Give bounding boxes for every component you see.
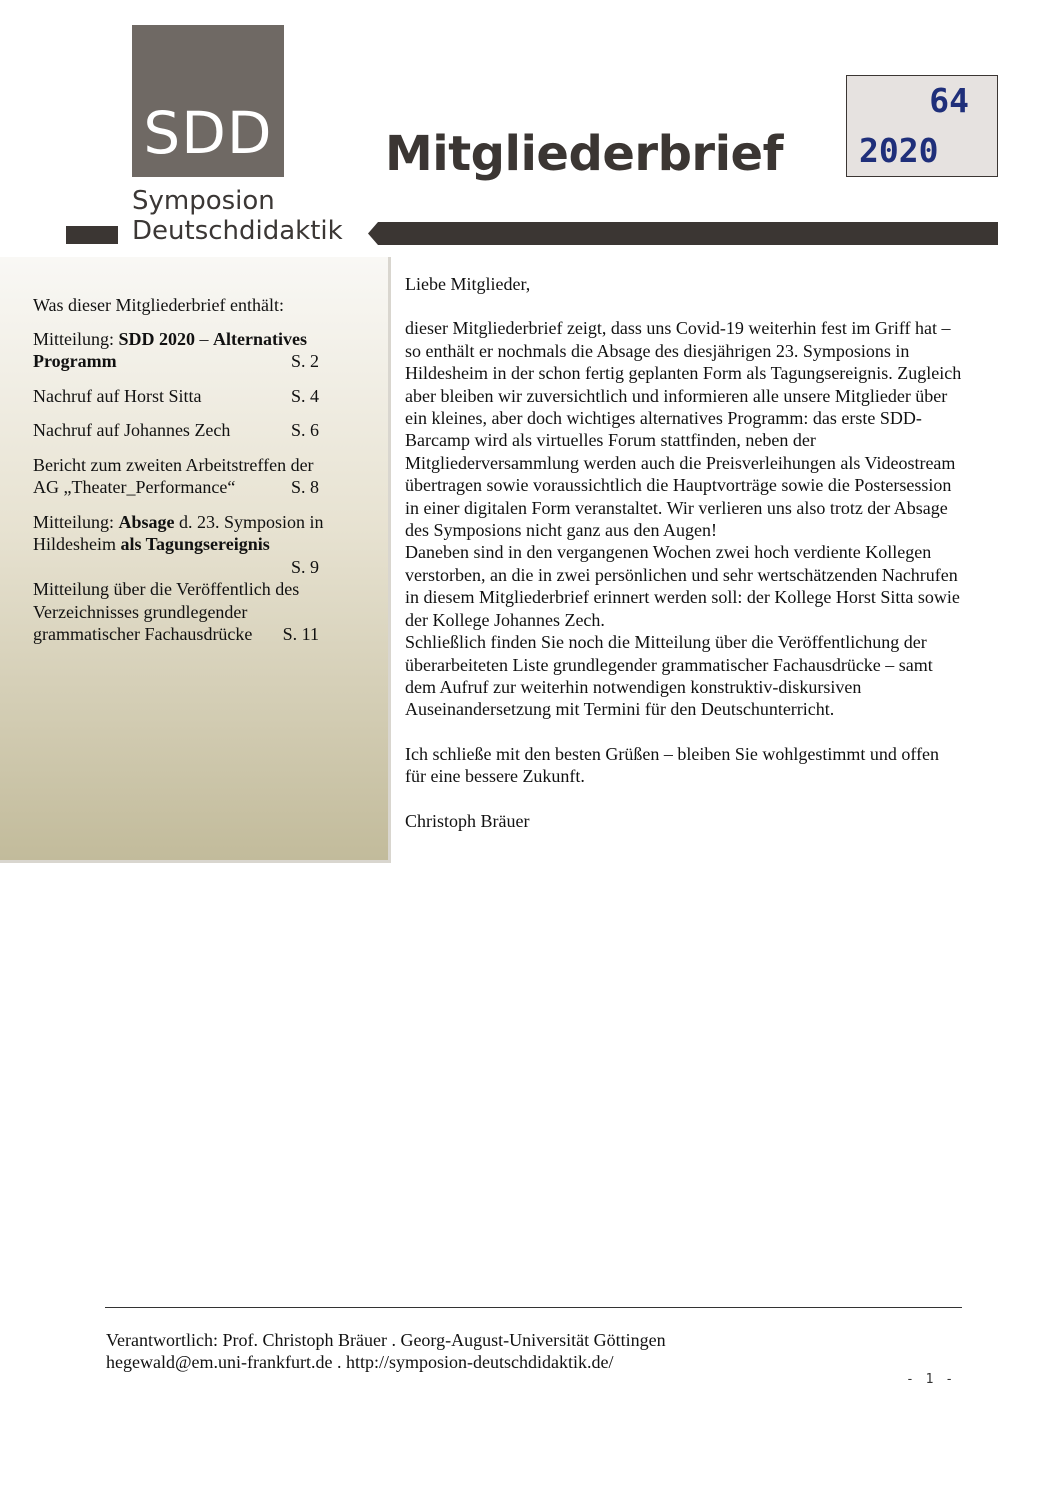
toc-page: S. 9 xyxy=(290,556,319,577)
header-bar-left xyxy=(66,226,118,244)
toc-item[interactable]: Nachruf auf Horst Sitta S. 4 xyxy=(33,385,319,406)
logo-subtitle xyxy=(132,186,343,246)
table-of-contents xyxy=(33,294,333,658)
letter-body xyxy=(405,273,962,832)
toc-page: S. 11 xyxy=(282,624,319,644)
toc-page: S. 2 xyxy=(290,351,319,371)
header-bar-right xyxy=(368,222,998,245)
salutation: Liebe Mitglieder, xyxy=(405,274,531,294)
toc-item[interactable]: Mitteilung über die Veröffentlich des Verzeichnisses grundlegender grammatischer Fachausdrücke S. 11 xyxy=(33,579,319,644)
signature: Christoph Bräuer xyxy=(405,810,530,831)
toc-page: S. 8 xyxy=(290,477,319,497)
footer-contact[interactable]: hegewald@em.uni-frankfurt.de . http://symposion-deutschdidaktik.de/ xyxy=(106,1352,614,1372)
toc-item[interactable]: Mitteilung: SDD 2020 – Alternatives Programm S. 2 xyxy=(33,328,319,371)
issue-number: 64 xyxy=(929,81,969,120)
logo-text: SDD xyxy=(143,99,273,167)
paragraph-2: Daneben sind in den vergangenen Wochen zwei hoch verdiente Kollegen verstorben, an die in zwei persönlichen und sehr wertschätzenden Nachrufen in diesem Mitgliederbrief erinnert werden soll: der Kollege Horst Sitta sowie der Kollege Johannes Zech. xyxy=(405,542,960,630)
issue-box xyxy=(846,75,998,177)
closing: Ich schließe mit den besten Grüßen – bleiben Sie wohlgestimmt und offen für eine bessere Zukunft. xyxy=(405,743,940,787)
toc-item[interactable]: Mitteilung: Absage d. 23. Symposion in Hildesheim als Tagungsereignis S. 9 xyxy=(33,511,333,579)
paragraph-1: dieser Mitgliederbrief zeigt, dass uns Covid-19 weiterhin fest im Griff hat – so enthält er nochmals die Absage des diesjährigen 23. Symposions in Hildesheim in der schon fertig geplanten Form als Tagungsereignis. Zugleich aber bleiben wir zuversichtlich und informieren alle unsere Mitglieder über ein kleines, aber doch wichtiges alternatives Programm: das erste SDD-Barcamp wird als virtuelles Forum stattfinden, neben der Mitgliederversammlung werden auch die Preisverleihungen als Videostream übertragen sowie voraussichtlich die Hauptvorträge sowie die Postersession in einer digitalen Form veranstaltet. Wir verlieren uns also trotz der Absage des Symposions nicht ganz aus den Augen! xyxy=(405,318,962,541)
paragraph-3: Schließlich finden Sie noch die Mitteilung über die Veröffentlichung der überarbeiteten Liste grundlegender grammatischer Fachausdrücke – samt dem Aufruf zur weiterhin notwendigen konstruktiv-diskursiven Auseinandersetzung mit Termini für den Deutschunterricht. xyxy=(405,632,933,720)
footer-divider xyxy=(105,1307,962,1308)
toc-page: S. 4 xyxy=(290,385,319,406)
sdd-logo xyxy=(132,25,284,177)
page-number: - 1 - xyxy=(906,1372,956,1387)
page-title: Mitgliederbrief xyxy=(385,126,783,182)
toc-item[interactable]: Bericht zum zweiten Arbeitstreffen der AG „Theater_Performance“ S. 8 xyxy=(33,454,319,497)
footer xyxy=(106,1329,666,1373)
issue-year: 2020 xyxy=(859,131,939,170)
toc-heading: Was dieser Mitgliederbrief enthält: xyxy=(33,295,284,315)
footer-responsible: Verantwortlich: Prof. Christoph Bräuer . Georg-August-Universität Göttingen xyxy=(106,1330,666,1350)
toc-page: S. 6 xyxy=(290,420,319,440)
logo-sub-line-1: Symposion xyxy=(132,186,275,216)
logo-sub-line-2: Deutschdidaktik xyxy=(132,216,343,246)
toc-sidebar xyxy=(0,257,391,863)
toc-item[interactable]: Nachruf auf Johannes Zech S. 6 xyxy=(33,420,319,440)
